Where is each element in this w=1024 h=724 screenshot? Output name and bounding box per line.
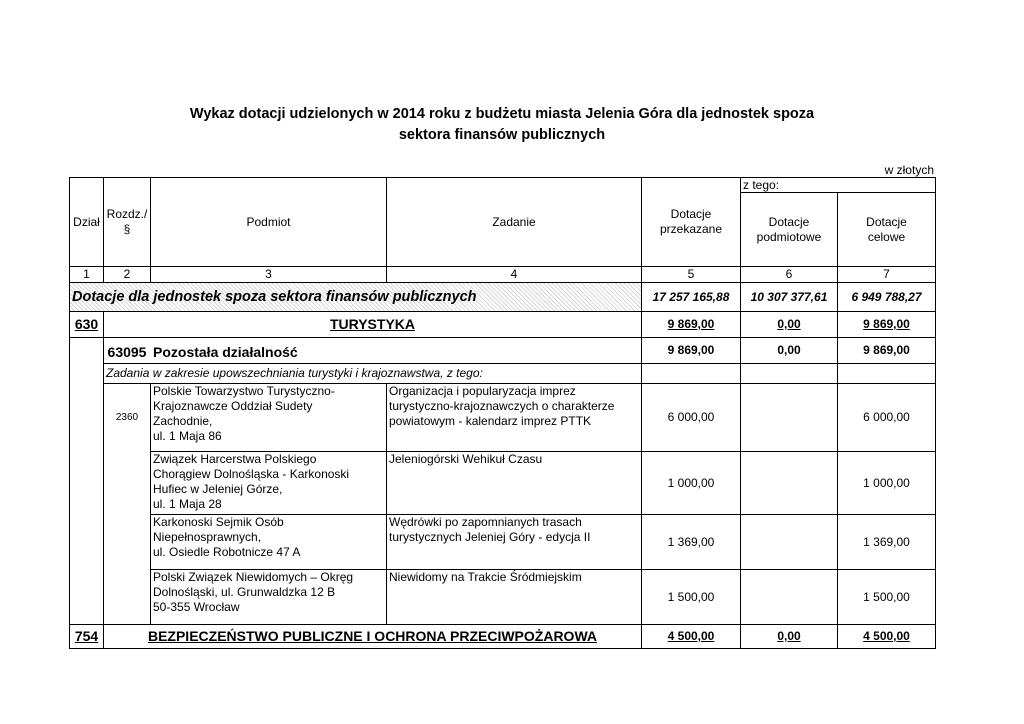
summary-celowe: 6 949 788,27 — [851, 289, 922, 304]
entry-3-podmiot — [151, 515, 386, 569]
section-754-celowe: 4 500,00 — [863, 629, 910, 643]
section-630-przekazane: 9 869,00 — [667, 317, 715, 331]
entry-2-podmiot — [151, 452, 386, 514]
header-rozdz — [104, 178, 150, 266]
summary-label: Dotacje dla jednostek spoza sektora finansów publicznych — [72, 288, 477, 305]
section-754-dzial: 754 — [74, 628, 99, 644]
entry-1-podmiot-line: Krajoznawcze Oddział Sudety — [153, 399, 313, 413]
section-754-podmiotowe: 0,00 — [777, 629, 801, 643]
entry-1-przekazane: 6 000,00 — [667, 410, 715, 424]
entry-3-zadanie-line: turystycznych Jeleniej Góry - edycja II — [389, 530, 591, 544]
entry-4-przekazane: 1 500,00 — [667, 589, 715, 604]
entry-1-podmiot-line: ul. 1 Maja 86 — [153, 429, 222, 443]
entry-3-przekazane: 1 369,00 — [667, 534, 715, 549]
header-rozdz-line-1: Rozdz./ — [106, 207, 148, 221]
section-754-przekazane: 4 500,00 — [667, 629, 715, 643]
entry-4-zadanie-line: Niewidomy na Trakcie Śródmiejskim — [389, 570, 582, 584]
header-rozdz-line-2: § — [123, 222, 131, 236]
entry-1-zadanie-line: turystyczno-krajoznawczych o charakterze — [389, 399, 615, 413]
entry-3-celowe: 1 369,00 — [863, 534, 910, 549]
entry-2-podmiot-line: Chorągiew Dolnośląska - Karkonoski — [153, 467, 350, 481]
rozdzial-celowe: 9 869,00 — [863, 343, 910, 357]
header-podmiot: Podmiot — [246, 214, 291, 229]
section-754-name: BEZPIECZEŃSTWO PUBLICZNE I OCHRONA PRZECIWPOŻAROWA — [147, 628, 598, 644]
entry-2-podmiot-line: Związek Harcerstwa Polskiego — [153, 452, 317, 466]
entry-3-zadanie — [387, 515, 641, 569]
rozdzial-code: 63095 — [107, 344, 147, 360]
entry-2-zadanie-line: Jeleniogórski Wehikuł Czasu — [389, 452, 543, 466]
entry-4-podmiot-line: Polski Związek Niewidomych – Okręg — [153, 570, 354, 584]
col-number: 2 — [123, 267, 131, 281]
col-number: 7 — [883, 267, 890, 281]
header-z-tego: z tego: — [743, 177, 780, 192]
unit-label: w złotych — [884, 163, 934, 177]
entry-3-podmiot-line: Niepełnosprawnych, — [153, 530, 262, 544]
entry-2-przekazane: 1 000,00 — [667, 475, 715, 490]
entry-1-zadanie-line: powiatowym - kalendarz imprez PTTK — [389, 414, 592, 428]
entry-1-zadanie-line: Organizacja i popularyzacja imprez — [389, 384, 576, 398]
section-630-podmiotowe: 0,00 — [777, 317, 801, 331]
entry-3-podmiot-line: ul. Osiedle Robotnicze 47 A — [153, 545, 301, 559]
header-dotacje-podmiotowe — [741, 193, 837, 266]
title-line-2: sektora finansów publicznych — [398, 127, 606, 143]
entry-1-celowe: 6 000,00 — [863, 410, 910, 424]
col-number: 3 — [265, 267, 272, 281]
header-dotacje-celowe — [838, 193, 935, 266]
document-title — [0, 104, 1004, 146]
zadania-label: Zadania w zakresie upowszechniania turystyki i krajoznawstwa, z tego: — [106, 366, 483, 380]
entry-2-celowe: 1 000,00 — [863, 475, 910, 490]
header-podmiotowe-line-2: podmiotowe — [756, 229, 822, 244]
paragraf-code: 2360 — [115, 411, 139, 423]
entry-1-podmiot-line: Polskie Towarzystwo Turystyczno- — [153, 384, 335, 398]
header-dzial: Dział — [73, 214, 100, 229]
rozdzial-przekazane: 9 869,00 — [667, 343, 715, 357]
col-number: 5 — [687, 267, 695, 281]
entry-4-podmiot-line: Dolnośląski, ul. Grunwaldzka 12 B — [153, 585, 336, 599]
header-celowe-line-1: Dotacje — [866, 214, 907, 229]
entry-4-zadanie — [387, 570, 641, 624]
section-630-name: TURYSTYKA — [329, 316, 416, 332]
header-podmiotowe-line-1: Dotacje — [768, 214, 810, 229]
header-celowe-line-2: celowe — [867, 229, 906, 244]
col-number: 6 — [785, 267, 793, 281]
entry-2-podmiot-line: ul. 1 Maja 28 — [153, 497, 222, 511]
header-dotacje-przekazane — [642, 178, 740, 266]
section-630-celowe: 9 869,00 — [863, 317, 910, 331]
entry-2-podmiot-line: Hufiec w Jeleniej Górze, — [153, 482, 283, 496]
col-number: 1 — [83, 267, 90, 281]
entry-3-zadanie-line: Wędrówki po zapomnianych trasach — [389, 515, 582, 529]
entry-3-podmiot-line: Karkonoski Sejmik Osób — [153, 515, 284, 529]
header-przekazane-line-1: Dotacje — [670, 207, 712, 221]
section-630-dzial: 630 — [74, 316, 99, 332]
header-przekazane-line-2: przekazane — [659, 222, 723, 236]
summary-przekazane: 17 257 165,88 — [652, 289, 730, 304]
rozdzial-podmiotowe: 0,00 — [777, 343, 801, 357]
summary-podmiotowe: 10 307 377,61 — [750, 289, 828, 304]
col-number: 4 — [510, 267, 518, 281]
entry-1-zadanie — [387, 384, 641, 451]
entry-4-celowe: 1 500,00 — [863, 589, 910, 604]
entry-1-podmiot — [151, 384, 386, 451]
rozdzial-name: Pozostała działalność — [153, 344, 298, 360]
entry-2-zadanie — [387, 452, 641, 514]
entry-1-podmiot-line: Zachodnie, — [153, 414, 213, 428]
entry-4-podmiot-line: 50-355 Wrocław — [153, 600, 240, 614]
title-line-1: Wykaz dotacji udzielonych w 2014 roku z budżetu miasta Jelenia Góra dla jednostek spoza — [189, 106, 815, 122]
entry-4-podmiot — [151, 570, 386, 624]
header-zadanie: Zadanie — [492, 214, 536, 229]
